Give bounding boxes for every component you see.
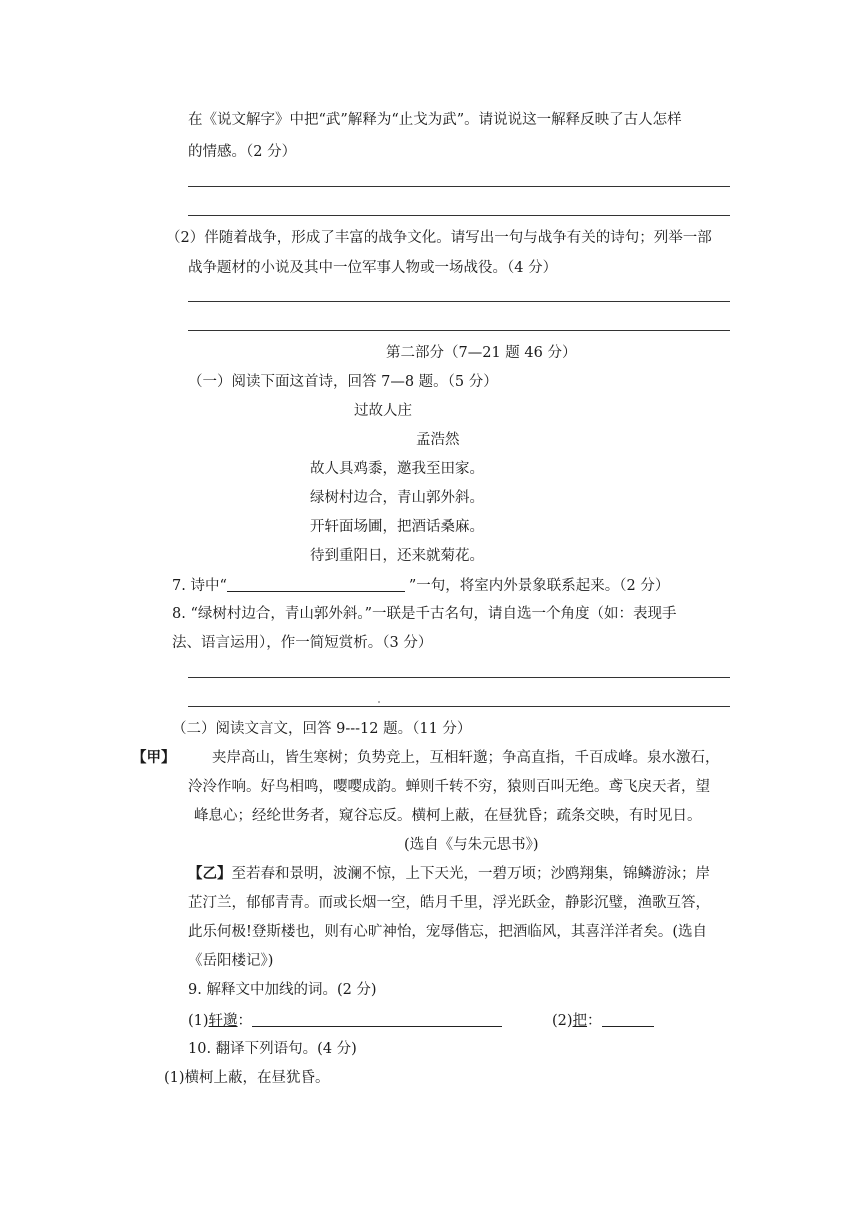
answer-line[interactable] — [188, 706, 730, 707]
q-war-culture-line2: 战争题材的小说及其中一位军事人物或一场战役。（4 分） — [188, 260, 558, 276]
answer-line[interactable] — [188, 301, 730, 302]
q7 — [172, 575, 669, 596]
q10-text: 10. 翻译下列语句。(4 分) — [188, 1041, 357, 1057]
yi-line: 此乐何极!登斯楼也，则有心旷神怡，宠辱偕忘，把酒临风，其喜洋洋者矣。(选自 — [188, 924, 707, 940]
q9-item2-colon: ： — [587, 1013, 602, 1029]
poem-line: 待到重阳日，还来就菊花。 — [310, 548, 484, 564]
yi-label: 【乙】 — [188, 865, 232, 882]
answer-line[interactable] — [188, 677, 730, 678]
q-wu-line2: 的情感。（2 分） — [188, 144, 297, 160]
jia-source: (选自《与朱元思书》) — [404, 837, 539, 853]
jia-line: 峰息心；经纶世务者，窥谷忘反。横柯上蔽，在昼犹昏；疏条交映，有时见日。 — [194, 808, 702, 824]
poem-author: 孟浩然 — [416, 432, 460, 448]
answer-line[interactable] — [188, 330, 730, 331]
poem-instruction: （一）阅读下面这首诗，回答 7—8 题。（5 分） — [188, 374, 498, 390]
yi-line1 — [188, 864, 710, 884]
q9-text: 9. 解释文中加线的词。(2 分) — [188, 982, 377, 998]
q10-item1: (1)横柯上蔽，在昼犹昏。 — [164, 1070, 330, 1086]
yi-line: 芷汀兰，郁郁青青。而或长烟一空，皓月千里，浮光跃金，静影沉璧，渔歌互答， — [188, 895, 710, 911]
q8-line2: 法、语言运用），作一简短赏析。（3 分） — [172, 635, 433, 651]
q9-item1 — [188, 1010, 502, 1031]
poem-line: 绿树村边合，青山郭外斜。 — [310, 490, 484, 506]
q-war-culture-line1: （2）伴随着战争，形成了丰富的战争文化。请写出一句与战争有关的诗句；列举一部 — [166, 230, 712, 246]
poem-line: 开轩面场圃，把酒话桑麻。 — [310, 519, 484, 535]
poem-line: 故人具鸡黍，邀我至田家。 — [310, 461, 484, 477]
q9-item1-num: (1) — [188, 1013, 209, 1029]
classical-instruction: （二）阅读文言文，回答 9---12 题。（11 分） — [172, 721, 472, 737]
answer-line[interactable] — [188, 215, 730, 216]
q7-prefix: 7. 诗中“ — [172, 578, 227, 594]
jia-line: 夹岸高山，皆生寒树；负势竞上，互相轩邈；争高直指，千百成峰。泉水激石， — [212, 750, 720, 766]
yi-text: 至若春和景明，波澜不惊，上下天光，一碧万顷；沙鸥翔集，锦鳞游泳；岸 — [231, 866, 710, 882]
jia-line: 泠泠作响。好鸟相鸣，嘤嘤成韵。蝉则千转不穷，猿则百叫无绝。鸢飞戾天者，望 — [188, 779, 710, 795]
stray-dot — [378, 701, 380, 703]
q9-item1-word: 轩邈 — [208, 1013, 238, 1029]
q7-suffix: ”一句，将室内外景象联系起来。（2 分） — [408, 578, 670, 594]
q9-item2 — [552, 1010, 654, 1031]
yi-line: 《岳阳楼记》) — [188, 953, 274, 969]
answer-line[interactable] — [188, 186, 730, 187]
q7-blank[interactable] — [227, 575, 405, 592]
jia-label: 【甲】 — [132, 749, 176, 766]
q8-line1: 8. “绿树村边合，青山郭外斜。”一联是千古名句，请自选一个角度（如：表现手 — [172, 606, 677, 622]
q9-item1-colon: ： — [237, 1013, 253, 1029]
q9-item2-blank[interactable] — [602, 1010, 654, 1027]
q-wu-line1: 在《说文解字》中把“武”解释为“止戈为武”。请说说这一解释反映了古人怎样 — [188, 112, 682, 128]
part2-heading: 第二部分（7—21 题 46 分） — [386, 345, 577, 361]
q9-item2-word: 把 — [572, 1013, 588, 1029]
poem-title: 过故人庄 — [354, 403, 412, 419]
q9-item2-num: (2) — [552, 1013, 573, 1029]
q9-item1-blank[interactable] — [252, 1010, 502, 1027]
